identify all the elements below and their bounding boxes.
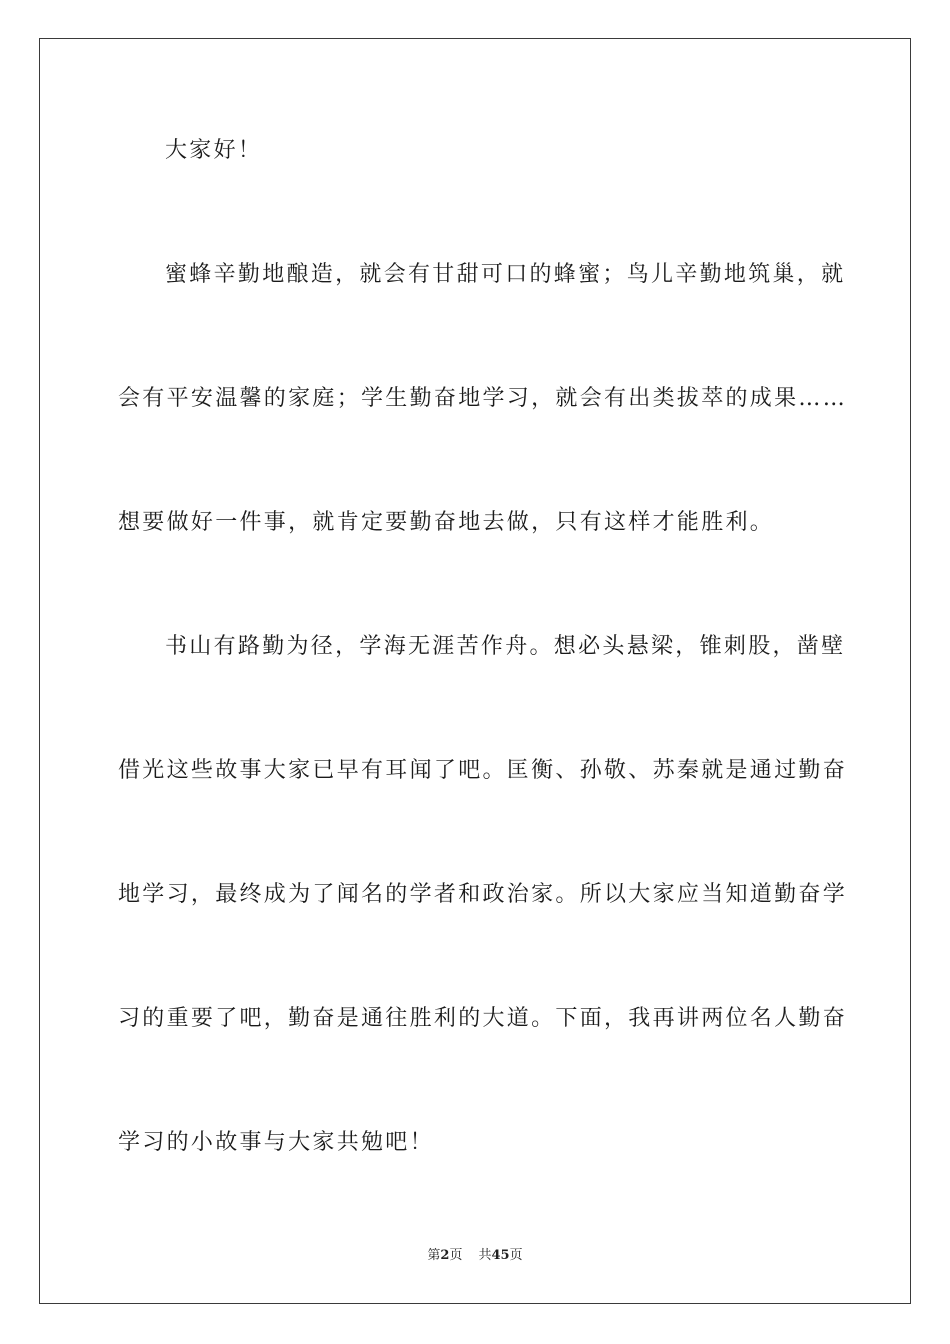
page-prefix: 第 <box>427 1248 441 1263</box>
paragraph-2-line-1: 书山有路勤为径，学海无涯苦作舟。想必头悬梁，锥刺股，凿壁 <box>165 634 846 659</box>
page-frame <box>39 38 911 1304</box>
paragraph-2-line-5: 学习的小故事与大家共勉吧！ <box>118 1130 434 1155</box>
page-footer <box>0 1246 950 1266</box>
total-pages: 45 <box>491 1248 510 1263</box>
paragraph-2-line-4: 习的重要了吧，勤奋是通往胜利的大道。下面，我再讲两位名人勤奋 <box>118 1006 848 1031</box>
paragraph-1-line-3: 想要做好一件事，就肯定要勤奋地去做，只有这样才能胜利。 <box>118 510 775 535</box>
total-suffix: 页 <box>509 1248 523 1263</box>
paragraph-2-line-3: 地学习，最终成为了闻名的学者和政治家。所以大家应当知道勤奋学 <box>118 882 848 907</box>
page-suffix: 页 <box>449 1248 463 1263</box>
paragraph-1-line-1: 蜜蜂辛勤地酿造，就会有甘甜可口的蜂蜜；鸟儿辛勤地筑巢，就 <box>165 262 846 287</box>
page-number: 2 <box>440 1248 450 1263</box>
paragraph-2-line-2: 借光这些故事大家已早有耳闻了吧。匡衡、孙敬、苏秦就是通过勤奋 <box>118 758 848 783</box>
paragraph-1-line-2: 会有平安温馨的家庭；学生勤奋地学习，就会有出类拔萃的成果…… <box>118 386 848 411</box>
greeting-line: 大家好！ <box>165 138 263 163</box>
total-prefix: 共 <box>478 1248 492 1263</box>
